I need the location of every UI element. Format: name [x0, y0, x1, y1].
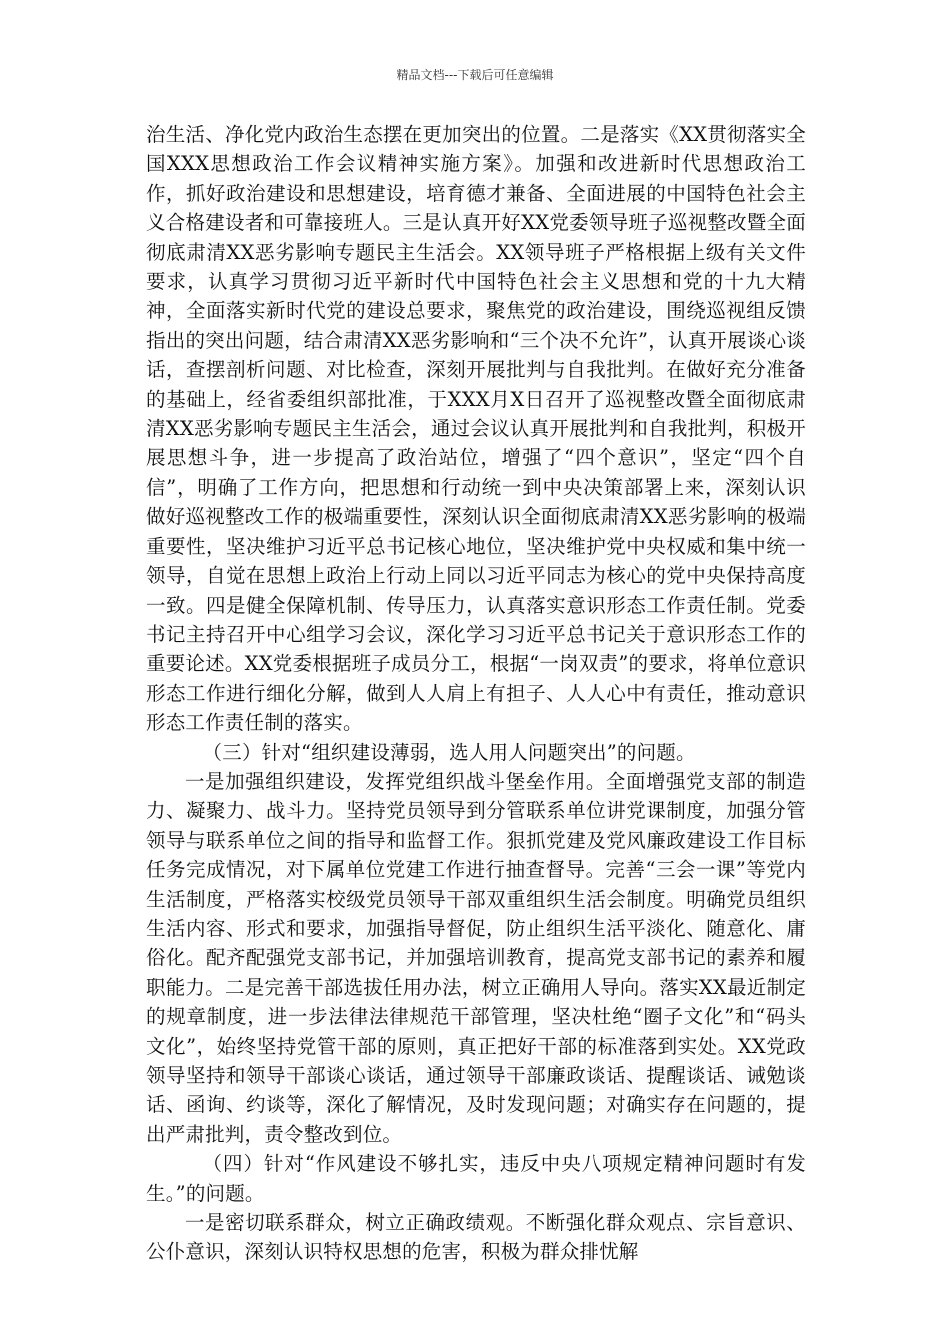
paragraph-continuation: 治生活、净化党内政治生态摆在更加突出的位置。二是落实《XX贯彻落实全国XXX思想政治工作会议精神实施方案》。加强和改进新时代思想政治工作，抓好政治建设和思想建设，培育德才兼备、全面进展的中国特色社会主义合格建设者和可靠接班人。三是认真开好XX党委领导班子巡视整改暨全面彻底肃清XX恶劣影响专题民主生活会。XX领导班子严格根据上级有关文件要求，认真学习贯彻习近平新时代中国特色社会主义思想和党的十九大精神，全面落实新时代党的建设总要求，聚焦党的政治建设，围绕巡视组反馈指出的突出问题，结合肃清XX恶劣影响和“三个决不允许”，认真开展谈心谈话，查摆剖析问题、对比检查，深刻开展批判与自我批判。在做好充分准备的基础上，经省委组织部批准，于XXX月X日召开了巡视整改暨全面彻底肃清XX恶劣影响专题民主生活会，通过会议认真开展批判和自我批判，积极开展思想斗争，进一步提高了政治站位，增强了“四个意识”，坚定“四个自信”，明确了工作方向，把思想和行动统一到中央决策部署上来，深刻认识做好巡视整改工作的极端重要性，深刻认识全面彻底肃清XX恶劣影响的极端重要性，坚决维护习近平总书记核心地位，坚决维护党中央权威和集中统一领导，自觉在思想上政治上行动上同以习近平同志为核心的党中央保持高度一致。四是健全保障机制、传导压力，认真落实意识形态工作责任制。党委书记主持召开中心组学习会议，深化学习习近平总书记关于意识形态工作的重要论述。XX党委根据班子成员分工，根据“一岗双责”的要求，将单位意识形态工作进行细化分解，做到人人肩上有担子、人人心中有责任，推动意识形态工作责任制的落实。	[146, 123, 806, 735]
paragraph-organization: 一是加强组织建设，发挥党组织战斗堡垒作用。全面增强党支部的制造力、凝聚力、战斗力。坚持党员领导到分管联系单位讲党课制度，加强分管领导与联系单位之间的指导和监督工作。狠抓党建及党风廉政建设工作目标任务完成情况，对下属单位党建工作进行抽查督导。完善“三会一课”等党内生活制度，严格落实校级党员领导干部双重组织生活会制度。明确党员组织生活内容、形式和要求，加强指导督促，防止组织生活平淡化、随意化、庸俗化。配齐配强党支部书记，并加强培训教育，提高党支部书记的素养和履职能力。二是完善干部选拔任用办法，树立正确用人导向。落实XX最近制定的规章制度，进一步法律法律规范干部管理，坚决杜绝“圈子文化”和“码头文化”，始终坚持党管干部的原则，真正把好干部的标准落到实处。XX党政领导坚持和领导干部谈心谈话，通过领导干部廉政谈话、提醒谈话、诫勉谈话、函询、约谈等，深化了解情况，及时发现问题；对确实存在问题的，提出严肃批判，责令整改到位。	[146, 769, 806, 1146]
paragraph-work-style: 一是密切联系群众，树立正确政绩观。不断强化群众观点、宗旨意识、公仆意识，深刻认识特权思想的危害，积极为群众排忧解	[146, 1211, 806, 1264]
document-body	[146, 120, 806, 1267]
section-heading-four: （四）针对“作风建设不够扎实，违反中央八项规定精神问题时有发生。”的问题。	[146, 1152, 806, 1205]
section-heading-three: （三）针对“组织建设薄弱，选人用人问题突出”的问题。	[202, 740, 696, 764]
page-header-note: 精品文档---下载后可任意编辑	[396, 68, 554, 82]
